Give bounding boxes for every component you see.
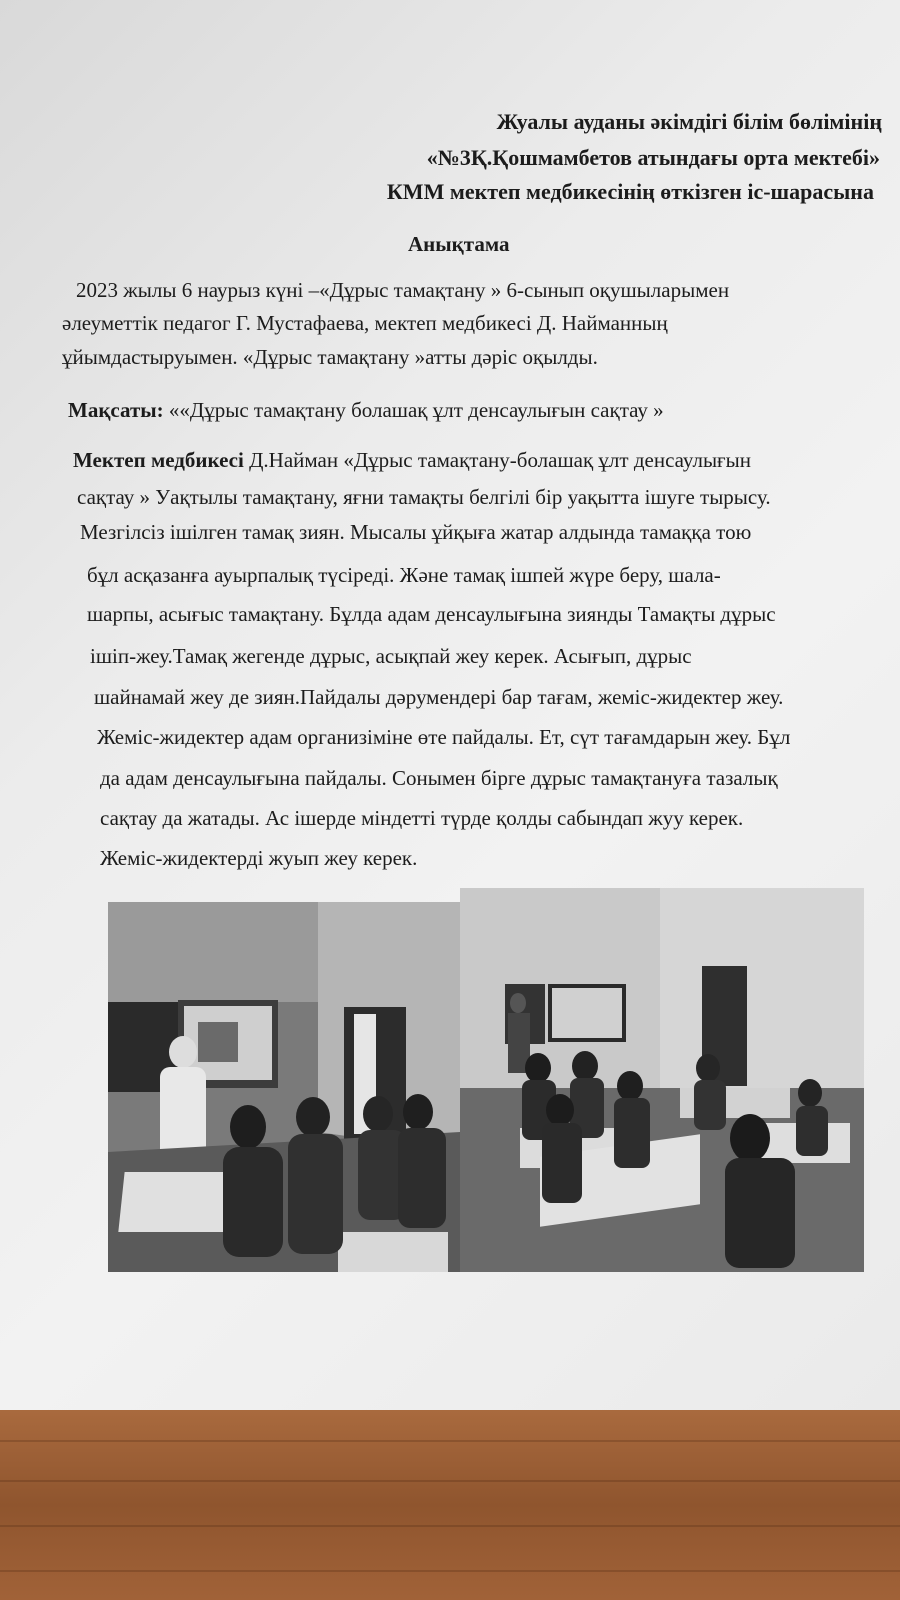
body-line-1 [73, 450, 751, 471]
body-line-2: сақтау » Уақтылы тамақтану, яғни тамақты белгілі бір уақытта ішуге тырысу. [77, 485, 771, 509]
body-line-3: Мезгілсіз ішілген тамақ зиян. Мысалы ұйқыға жатар алдында тамаққа тою [80, 520, 752, 544]
wooden-table [0, 1410, 900, 1600]
goal-label: Мақсаты: [68, 398, 164, 422]
body-line-4: бұл асқазанға ауырпалық түсіреді. Және тамақ ішпей жүре беру, шала- [87, 563, 721, 587]
body-label: Мектеп медбикесі [73, 448, 244, 472]
document-title: Анықтама [408, 232, 510, 256]
header-line-1: Жуалы ауданы әкімдігі білім бөлімінің [496, 109, 882, 134]
header-line-2: «№3Қ.Қошмамбетов атындағы орта мектебі» [426, 145, 880, 170]
intro-line-3: ұйымдастыруымен. «Дұрыс тамақтану »атты дәріс оқылды. [62, 345, 598, 369]
goal-text: ««Дұрыс тамақтану болашақ ұлт денсаулығын сақтау » [168, 398, 664, 422]
body-line-10: сақтау да жатады. Ас ішерде міндетті түрде қолды сабындап жуу керек. [100, 806, 744, 830]
body-line-1-text: Д.Найман «Дұрыс тамақтану-болашақ ұлт денсаулығын [249, 448, 752, 472]
intro-line-2: әлеуметтік педагог Г. Мустафаева, мектеп медбикесі Д. Найманның [62, 311, 668, 335]
classroom-photo-nurse-lecture [108, 902, 460, 1272]
header-line-3: КММ мектеп медбикесінің өткізген іс-шарасына [386, 179, 874, 204]
intro-line-1: 2023 жылы 6 наурыз күні –«Дұрыс тамақтану » 6-сынып оқушыларымен [76, 278, 730, 302]
classroom-photo-students [460, 888, 864, 1272]
body-line-8: Жеміс-жидектер адам организіміне өте пайдалы. Ет, сүт тағамдарын жеу. Бұл [97, 725, 791, 749]
goal-line [68, 400, 664, 421]
body-line-5: шарпы, асығыс тамақтану. Бұлда адам денсаулығына зиянды Тамақты дұрыс [87, 602, 776, 626]
body-line-9: да адам денсаулығына пайдалы. Сонымен бірге дұрыс тамақтануға тазалық [100, 766, 778, 790]
body-line-11: Жеміс-жидектерді жуып жеу керек. [100, 846, 418, 870]
body-line-7: шайнамай жеу де зиян.Пайдалы дәрумендері бар тағам, жеміс-жидектер жеу. [94, 685, 784, 709]
body-line-6: ішіп-жеу.Тамақ жегенде дұрыс, асықпай жеу керек. Асығып, дұрыс [90, 644, 692, 668]
